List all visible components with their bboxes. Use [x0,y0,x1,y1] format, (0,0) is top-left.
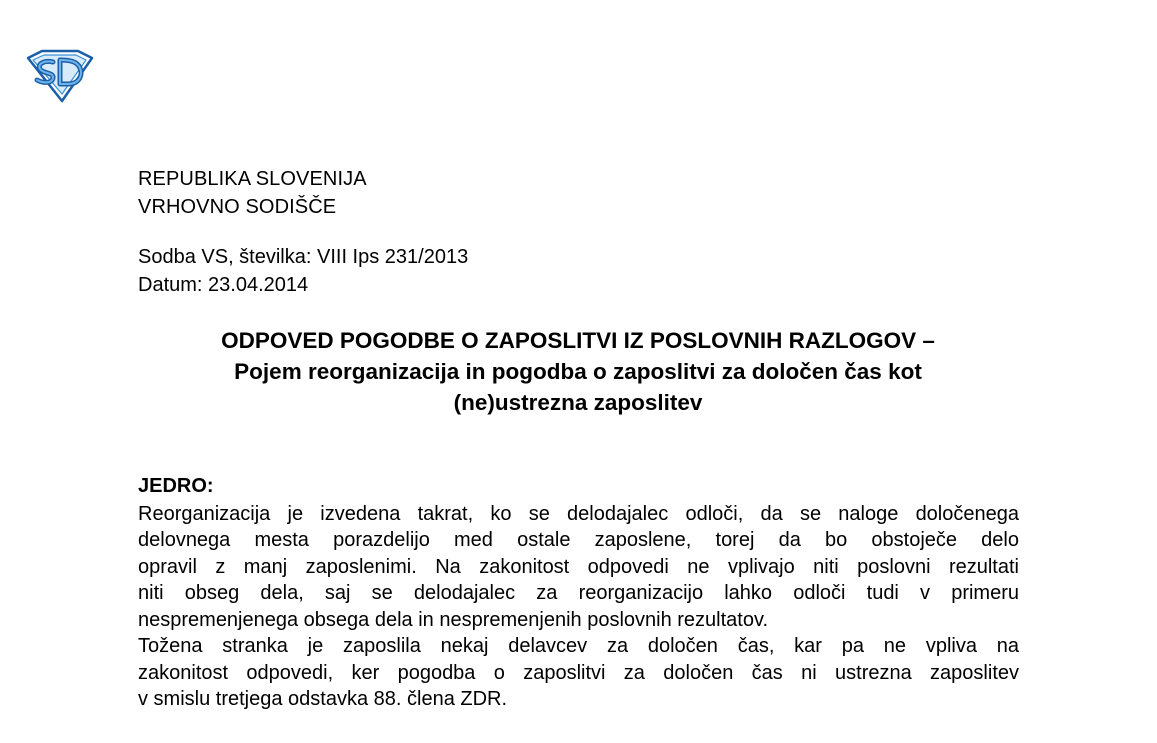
title-line: ODPOVED POGODBE O ZAPOSLITVI IZ POSLOVNIH RAZLOGOV – [221,328,935,353]
paragraph-line: zakonitost odpovedi, ker pogodba o zaposlitvi za določen čas ni ustrezna zaposlitev [138,661,1019,684]
paragraph-line: niti obseg dela, saj se delodajalec za reorganizacijo lahko odloči tudi v primeru [138,582,1019,604]
court-header [138,165,367,221]
court-name: VRHOVNO SODIŠČE [138,196,337,218]
court-shield-logo-icon [22,48,96,104]
paragraph-line: opravil z manj zaposlenimi. Na zakonitost odpovedi ne vplivajo niti poslovni rezultati [138,555,1019,578]
republic-name: REPUBLIKA SLOVENIJA [138,168,367,190]
case-number: Sodba VS, številka: VIII Ips 231/2013 [138,246,469,268]
paragraph-line: v smislu tretjega odstavka 88. člena ZDR. [138,688,508,710]
paragraph-line: Reorganizacija je izvedena takrat, ko se delodajalec odloči, da se naloge določenega [138,502,1019,525]
jedro-paragraph-1 [138,501,1019,634]
paragraph-line: nespremenjenega obsega dela in nespremenjenih poslovnih rezultatov. [138,608,769,631]
paragraph-line: Tožena stranka je zaposlila nekaj delavcev za določen čas, kar pa ne vpliva na [138,635,1019,657]
jedro-section [138,473,1019,713]
jedro-paragraph-2 [138,633,1019,713]
title-line: (ne)ustrezna zaposlitev [453,390,703,415]
document-title [138,325,1018,418]
jedro-heading: JEDRO: [138,475,214,497]
decision-date: Datum: 23.04.2014 [138,274,309,296]
paragraph-line: delovnega mesta porazdelijo med ostale zaposlene, torej da bo obstoječe delo [138,529,1019,551]
title-line: Pojem reorganizacija in pogodba o zaposlitvi za določen čas kot [234,359,922,384]
case-metadata [138,243,468,299]
